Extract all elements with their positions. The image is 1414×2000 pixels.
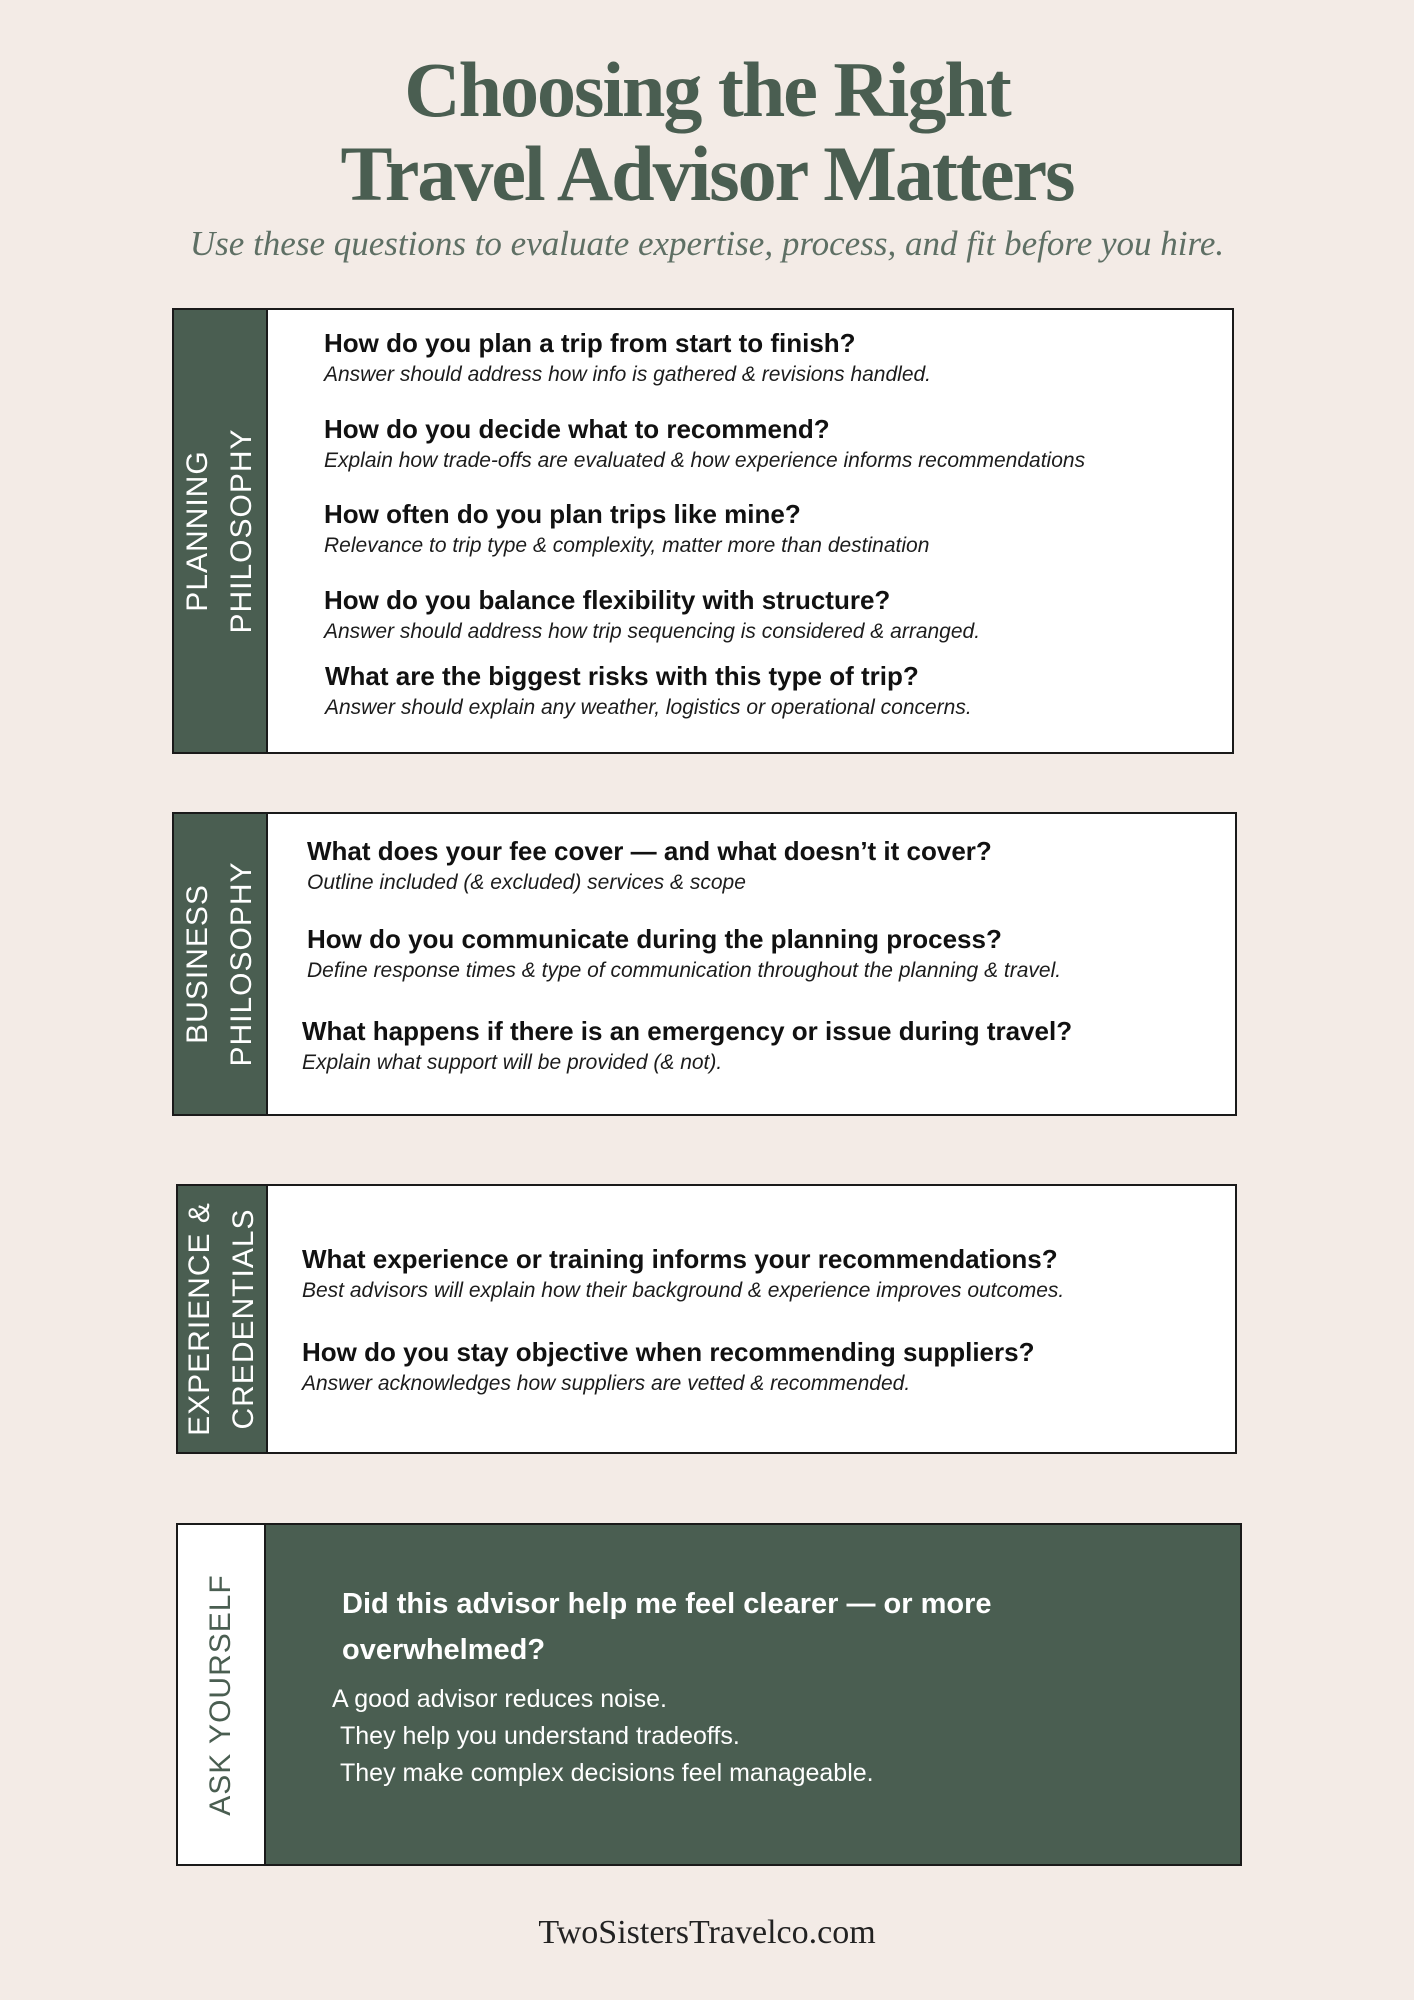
experience-credentials-section	[176, 1184, 1237, 1454]
section-label-text	[178, 1202, 266, 1436]
ask-line: They make complex decisions feel manageable.	[340, 1759, 874, 1787]
qa-item	[302, 1014, 1072, 1078]
answer-hint: Explain what support will be provided (& not).	[302, 1051, 723, 1074]
section-label	[174, 814, 268, 1114]
label-line-1: EXPERIENCE &	[183, 1202, 216, 1436]
footer-website: TwoSistersTravelco.com	[538, 1914, 876, 1951]
qa-item	[324, 412, 1085, 476]
question: How do you balance flexibility with structure?	[324, 585, 891, 615]
label-line-2: PHILOSOPHY	[225, 428, 258, 634]
label-line-2: PHILOSOPHY	[225, 861, 258, 1067]
qa-item	[307, 922, 1061, 986]
page-subtitle: Use these questions to evaluate expertise, process, and fit before you hire.	[189, 224, 1225, 263]
question: How do you decide what to recommend?	[324, 414, 830, 444]
section-label-text: ASK YOURSELF	[204, 1573, 237, 1816]
title-line-1: Choosing the Right	[404, 46, 1010, 133]
section-label	[174, 310, 268, 752]
section-label	[178, 1525, 266, 1864]
label-line-1: BUSINESS	[181, 884, 214, 1044]
question: What are the biggest risks with this type of trip?	[325, 661, 919, 691]
question: How often do you plan trips like mine?	[324, 499, 801, 529]
planning-philosophy-section	[172, 308, 1234, 754]
label-line-1: PLANNING	[181, 450, 214, 612]
question: What experience or training informs your recommendations?	[302, 1244, 1058, 1274]
ask-question: Did this advisor help me feel clearer — or more overwhelmed?	[342, 1588, 992, 1666]
qa-item	[324, 326, 931, 390]
answer-hint: Explain how trade-offs are evaluated & how experience informs recommendations	[324, 449, 1086, 472]
answer-hint: Answer should explain any weather, logistics or operational concerns.	[325, 696, 972, 719]
qa-item	[324, 583, 980, 647]
answer-hint: Relevance to trip type & complexity, matter more than destination	[324, 534, 930, 557]
page-title	[0, 48, 1414, 216]
question: How do you stay objective when recommending suppliers?	[302, 1337, 1035, 1367]
answer-hint: Define response times & type of communication throughout the planning & travel.	[307, 959, 1062, 982]
ask-line: They help you understand tradeoffs.	[340, 1722, 740, 1750]
ask-yourself-section	[176, 1523, 1242, 1866]
section-label-text	[176, 428, 264, 633]
answer-hint: Answer acknowledges how suppliers are vetted & recommended.	[302, 1372, 911, 1395]
qa-item	[302, 1335, 1034, 1399]
question: How do you plan a trip from start to finish?	[324, 328, 856, 358]
section-label-text	[176, 861, 264, 1066]
answer-hint: Answer should address how info is gathered & revisions handled.	[324, 363, 932, 386]
business-philosophy-section	[172, 812, 1237, 1116]
title-line-2: Travel Advisor Matters	[340, 130, 1074, 217]
label-line-2: CREDENTIALS	[227, 1208, 260, 1430]
qa-item	[307, 834, 992, 898]
qa-item	[302, 1242, 1064, 1306]
question: What does your fee cover — and what doesn’t it cover?	[307, 836, 992, 866]
qa-item	[325, 659, 972, 723]
section-label	[178, 1186, 268, 1452]
qa-item	[324, 497, 929, 561]
question: What happens if there is an emergency or issue during travel?	[302, 1016, 1073, 1046]
answer-hint: Answer should address how trip sequencing is considered & arranged.	[324, 620, 981, 643]
answer-hint: Outline included (& excluded) services & scope	[307, 871, 746, 894]
question: How do you communicate during the planning process?	[307, 924, 1002, 954]
ask-line: A good advisor reduces noise.	[332, 1685, 667, 1713]
answer-hint: Best advisors will explain how their background & experience improves outcomes.	[302, 1279, 1065, 1302]
